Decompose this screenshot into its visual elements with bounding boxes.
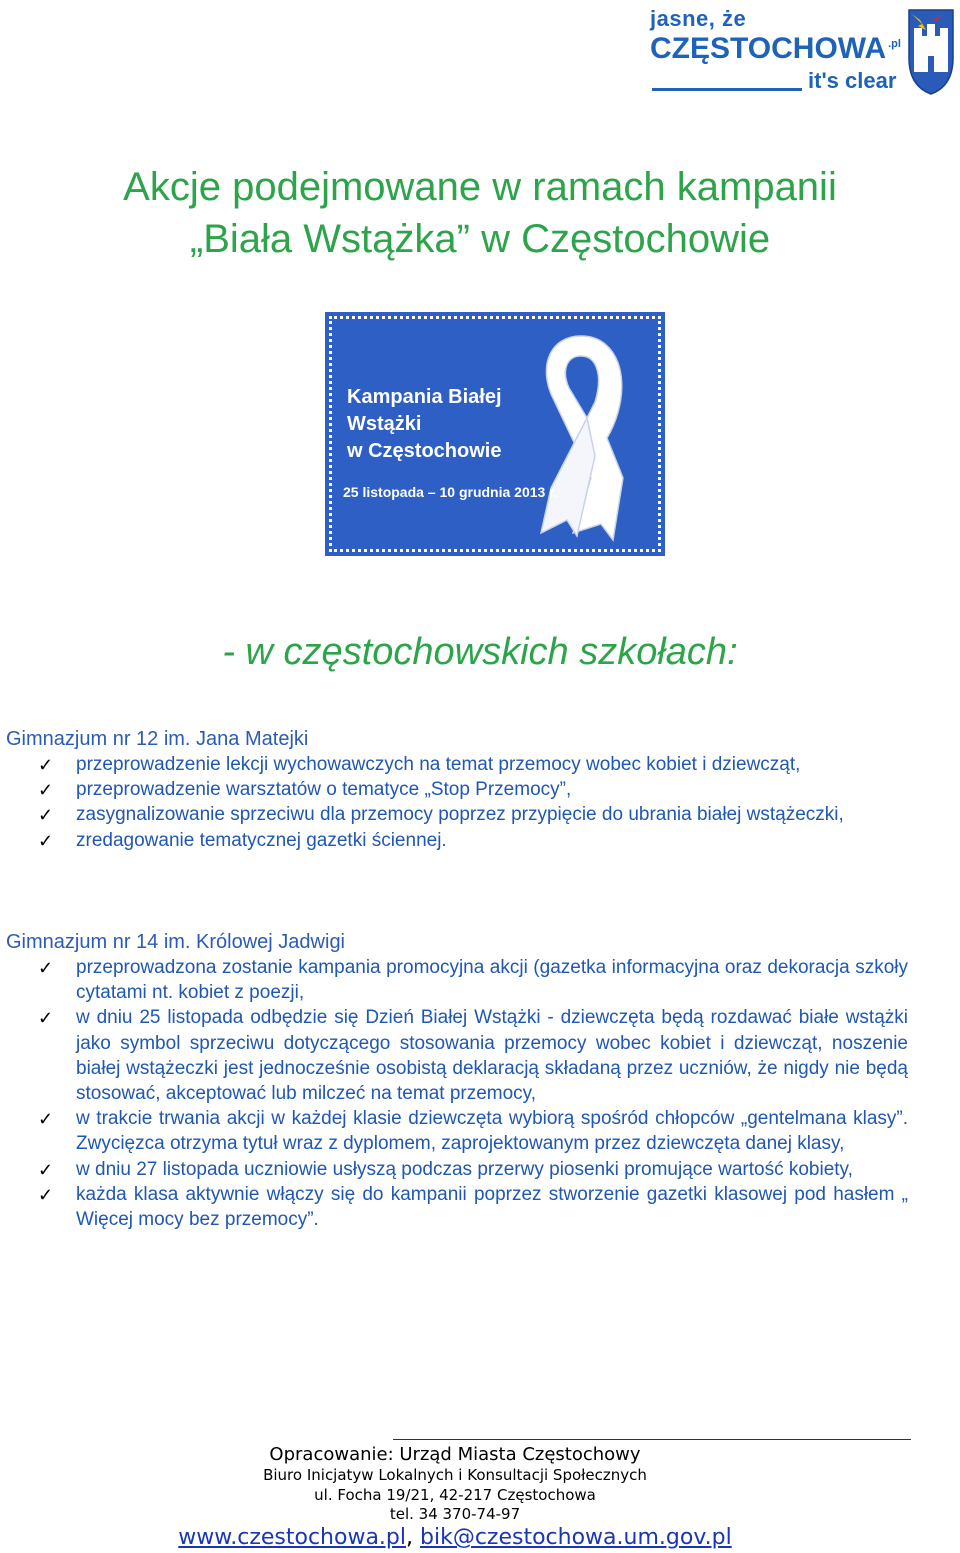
list-item: ✓ zasygnalizowanie sprzeciwu dla przemocy poprzez przypięcie do ubrania białej wstążeczki, <box>0 802 908 827</box>
checkmark-icon: ✓ <box>38 1184 54 1205</box>
page-title-line2: „Biała Wstążka” w Częstochowie <box>189 217 771 261</box>
checkmark-icon: ✓ <box>38 1159 54 1180</box>
footer-prepared-by: Opracowanie: Urząd Miasta Częstochowy <box>269 1444 641 1465</box>
footer-office: Biuro Inicjatyw Lokalnych i Konsultacji Społecznych <box>263 1466 647 1484</box>
email-link[interactable]: bik@czestochowa.um.gov.pl <box>420 1525 732 1550</box>
list-item: ✓ w trakcie trwania akcji w każdej klasie dziewczęta wybiorą spośród chłopców „gentelmana klasy”. Zwycięzca otrzyma tytuł wraz z dyplomem, zaprojektowanym przez dziewczęta danej klasy, <box>38 1108 908 1155</box>
page-title-line1: Akcje podejmowane w ramach kampanii <box>123 165 837 209</box>
footer-address: ul. Focha 19/21, 42-217 Częstochowa <box>314 1486 596 1504</box>
logo-line2 <box>650 32 901 66</box>
banner-line3: w Częstochowie <box>347 440 502 462</box>
banner-line2: Wstążki <box>347 413 422 435</box>
checkmark-icon: ✓ <box>38 780 54 801</box>
white-ribbon-icon <box>521 328 651 548</box>
checkmark-icon: ✓ <box>38 958 54 978</box>
banner-line1: Kampania Białej <box>347 386 502 408</box>
site-logo <box>648 6 956 98</box>
list-item: ✓ przeprowadzenie lekcji wychowawczych na temat przemocy wobec kobiet i dziewcząt, <box>0 752 908 777</box>
city-crest-icon <box>906 6 956 96</box>
checkmark-icon: ✓ <box>38 755 54 775</box>
website-link[interactable]: www.czestochowa.pl <box>178 1525 407 1550</box>
checkmark-icon: ✓ <box>38 1008 54 1029</box>
school-12-actions-list <box>0 752 960 853</box>
logo-line1: jasne, że <box>650 6 747 31</box>
list-item: ✓ przeprowadzona zostanie kampania promocyjna akcji (gazetka informacyjna oraz dekoracja szkoły cytatami nt. kobiet z poezji, <box>38 957 908 1004</box>
footer-link-separator: , <box>406 1525 414 1550</box>
logo-line3: it's clear <box>808 68 897 93</box>
footer-links <box>0 1525 910 1550</box>
checkmark-icon: ✓ <box>38 1109 54 1130</box>
list-item: ✓ każda klasa aktywnie włączy się do kampanii poprzez stworzenie gazetki klasowej pod hasłem „ Więcej mocy bez przemocy”. <box>38 1183 908 1231</box>
footer-phone: tel. 34 370-74-97 <box>389 1505 521 1523</box>
logo-underline <box>652 88 802 91</box>
school-14-actions-list <box>0 955 960 1232</box>
checkmark-icon: ✓ <box>38 830 54 851</box>
list-item: ✓ w dniu 27 listopada uczniowie usłyszą podczas przerwy piosenki promujące wartość kobiety, <box>0 1157 908 1182</box>
logo-city: CZĘSTOCHOWA <box>650 32 887 65</box>
section-subtitle: - w częstochowskich szkołach: <box>222 631 738 673</box>
list-item: ✓ przeprowadzenie warsztatów o tematyce „Stop Przemocy”, <box>0 777 908 802</box>
campaign-banner <box>325 312 665 556</box>
banner-dates: 25 listopada – 10 grudnia 2013 r. <box>343 484 558 500</box>
checkmark-icon: ✓ <box>38 805 54 826</box>
list-item: ✓ zredagowanie tematycznej gazetki ściennej. <box>0 828 908 853</box>
school-heading-12: Gimnazjum nr 12 im. Jana Matejki <box>6 728 309 750</box>
logo-suffix: .pl <box>888 38 901 50</box>
list-item: ✓ w dniu 25 listopada odbędzie się Dzień Białej Wstążki - dziewczęta będą rozdawać białe wstążki jako symbol sprzeciwu dotyczącego stosowania przemocy wobec kobiet i dziewcząt, noszenie białej wstążeczki jest jednocześnie osobistą deklaracją składaną przez uczniów, że nigdy nie będą stosować, akceptować lub milczeć na temat przemocy, <box>38 1007 908 1105</box>
school-heading-14: Gimnazjum nr 14 im. Królowej Jadwigi <box>6 931 346 953</box>
footer-divider <box>393 1439 911 1440</box>
